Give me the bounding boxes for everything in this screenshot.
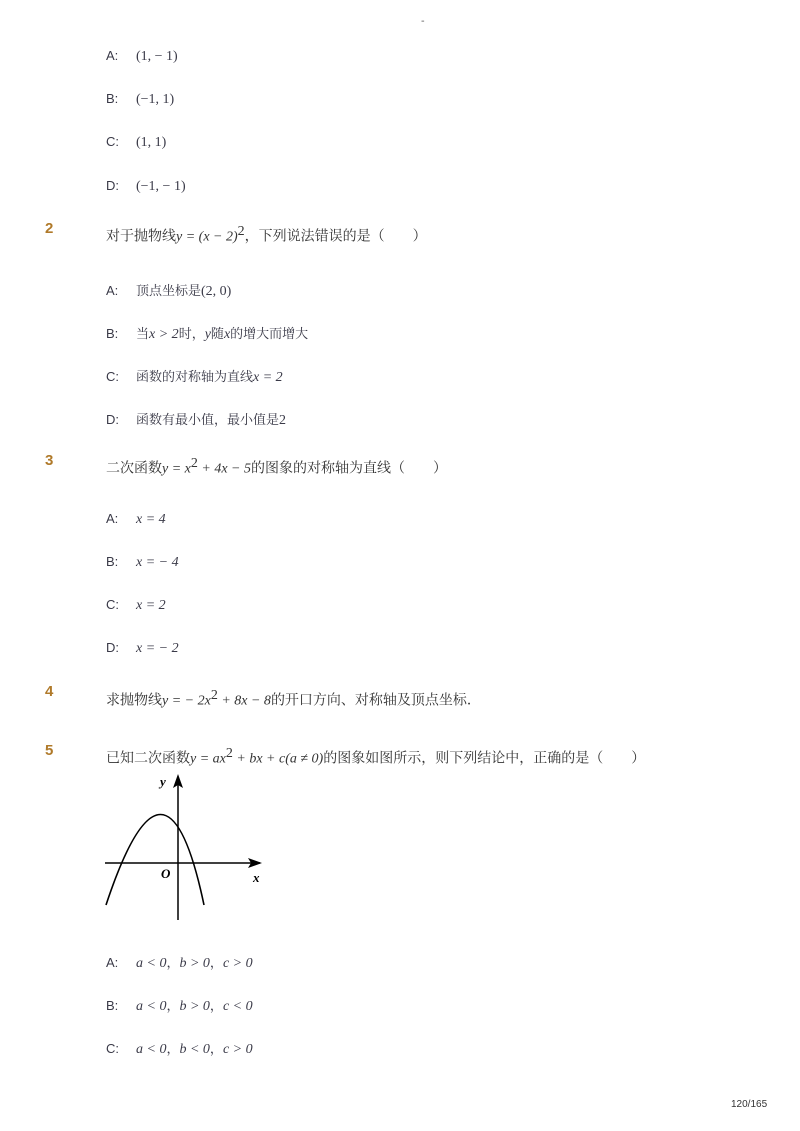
stem-text: 二次函数: [106, 460, 162, 477]
option-label: B:: [106, 554, 119, 569]
q3-option-c[interactable]: [106, 597, 166, 614]
origin-label: O: [161, 866, 171, 881]
option-text: 的增大而增大: [230, 327, 309, 342]
stem-formula: y = x: [162, 461, 191, 477]
option-label: C:: [106, 597, 119, 612]
option-label: D:: [106, 640, 119, 655]
stem-exponent: 2: [237, 224, 245, 239]
option-label: D:: [106, 178, 119, 193]
option-text: 随: [210, 327, 224, 342]
q3-option-b[interactable]: [106, 554, 179, 571]
q4-stem: [106, 688, 481, 710]
option-formula: 2: [279, 413, 287, 428]
q5-option-c[interactable]: C: a < 0，b < 0，c > 0: [106, 1041, 253, 1057]
option-text: 当: [136, 327, 150, 342]
option-formula: a < 0: [136, 956, 167, 971]
parabola-curve: [106, 815, 204, 906]
option-formula: y: [204, 327, 211, 342]
q3-option-a[interactable]: [106, 511, 166, 528]
option-formula: a < 0: [136, 1042, 167, 1057]
stem-exponent: 2: [210, 688, 218, 703]
option-text: (−1, − 1): [136, 179, 186, 194]
option-label: B:: [106, 91, 119, 106]
option-label: A:: [106, 48, 119, 63]
page-number: 120/165: [731, 1099, 768, 1110]
stem-formula: + 4x − 5: [197, 461, 251, 477]
q3-number: 3: [45, 452, 54, 469]
option-formula: b > 0: [179, 956, 210, 971]
option-label: C:: [106, 369, 119, 384]
option-formula: x = 2: [136, 598, 166, 613]
option-label: D:: [106, 412, 119, 427]
header-mark: -: [421, 16, 425, 27]
stem-text: 的图象的对称轴为直线（ ）: [250, 460, 447, 477]
option-label: A:: [106, 283, 119, 298]
q1-option-d[interactable]: [106, 178, 186, 195]
option-text: (1, 1): [136, 135, 167, 150]
stem-exponent: 2: [190, 456, 198, 471]
q5-option-b[interactable]: B: a < 0，b > 0，c < 0: [106, 998, 253, 1014]
q2-option-c[interactable]: [106, 366, 283, 386]
x-axis-label: x: [253, 870, 260, 885]
q2-stem: [106, 224, 427, 246]
option-label: A:: [106, 955, 119, 970]
option-text: 函数的对称轴为直线: [136, 370, 254, 385]
option-formula: x = 2: [253, 370, 283, 385]
stem-formula: + 8x − 8: [217, 693, 271, 709]
option-label: C:: [106, 134, 119, 149]
stem-text: 的图象如图所示，则下列结论中，正确的是（ ）: [323, 750, 646, 767]
q5-number: 5: [45, 742, 54, 759]
parabola-graph: [100, 770, 270, 930]
q5-option-a[interactable]: A: a < 0，b > 0，c > 0: [106, 955, 253, 971]
option-formula: a < 0: [136, 999, 167, 1014]
option-formula: c > 0: [222, 1042, 253, 1057]
option-label: A:: [106, 511, 119, 526]
option-formula: (2, 0): [201, 284, 232, 299]
stem-text: ，下列说法错误的是（ ）: [244, 228, 427, 245]
stem-formula: y = ax: [190, 751, 226, 767]
stem-formula: y = (x − 2): [176, 229, 238, 245]
option-formula: c < 0: [222, 999, 253, 1014]
stem-text: 对于抛物线: [106, 228, 176, 245]
q1-option-a[interactable]: [106, 48, 178, 65]
option-label: B:: [106, 998, 119, 1013]
q3-option-d[interactable]: [106, 640, 179, 657]
q1-option-b[interactable]: [106, 91, 174, 108]
q4-number: 4: [45, 683, 54, 700]
q2-option-a[interactable]: [106, 280, 231, 300]
option-formula: c > 0: [222, 956, 253, 971]
stem-formula: y = − 2x: [162, 693, 211, 709]
option-formula: b < 0: [179, 1042, 210, 1057]
option-formula: x = − 4: [136, 555, 179, 570]
option-text: 顶点坐标是: [136, 284, 202, 299]
stem-text: 已知二次函数: [106, 750, 190, 767]
q1-option-c[interactable]: [106, 134, 166, 151]
q2-option-b[interactable]: [106, 323, 308, 343]
option-formula: x = − 2: [136, 641, 179, 656]
option-formula: x = 4: [136, 512, 166, 527]
option-text: 时，: [178, 327, 205, 342]
option-text: (1, − 1): [136, 49, 178, 64]
q2-option-d[interactable]: [106, 409, 286, 429]
option-text: (−1, 1): [136, 92, 175, 107]
option-text: 函数有最小值，最小值是: [136, 413, 280, 428]
q5-stem: [106, 746, 645, 768]
option-formula: b > 0: [179, 999, 210, 1014]
stem-formula: + bx + c(a ≠ 0): [232, 751, 324, 767]
stem-text: 求抛物线: [106, 692, 162, 709]
option-label: B:: [106, 326, 119, 341]
option-formula: x: [223, 327, 231, 342]
q2-number: 2: [45, 220, 54, 237]
q3-stem: [106, 456, 447, 478]
option-formula: x > 2: [149, 327, 179, 342]
y-axis-label: y: [160, 774, 166, 789]
option-label: C:: [106, 1041, 119, 1056]
stem-exponent: 2: [225, 746, 233, 761]
stem-text: 的开口方向、对称轴及顶点坐标．: [270, 692, 481, 709]
